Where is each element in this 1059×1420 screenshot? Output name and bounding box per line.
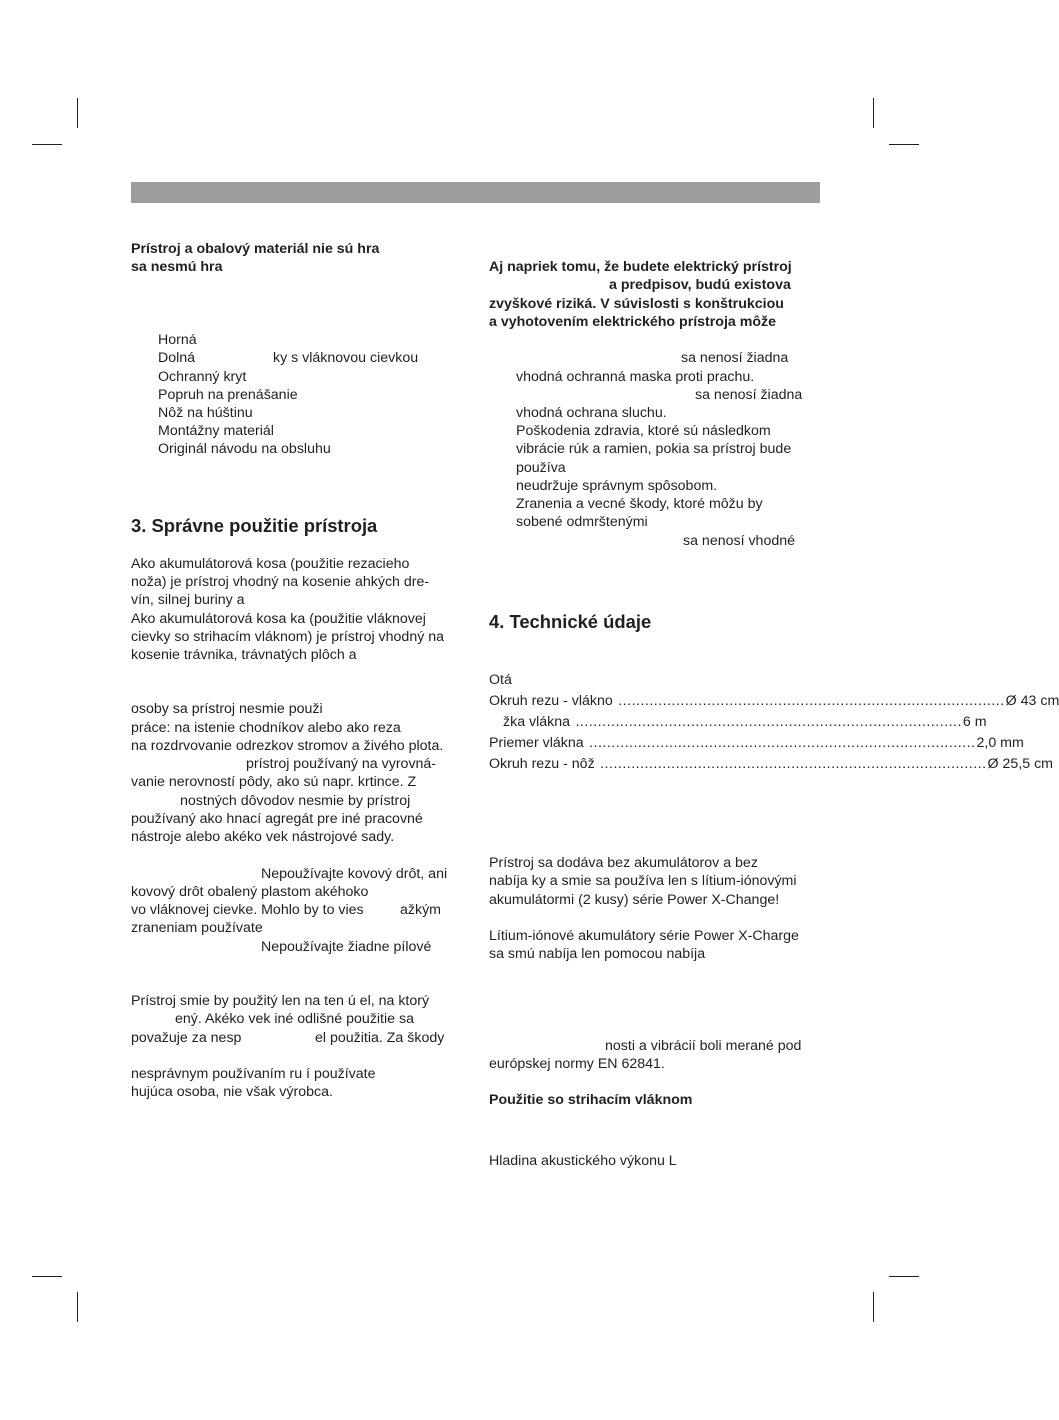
list-item-fragment: ky s vláknovou cievkou — [273, 350, 419, 366]
paragraph-line: nostných dôvodov nesmie by prístroj — [180, 793, 411, 809]
list-item: používa — [516, 460, 566, 476]
list-item: Horná — [158, 332, 197, 348]
paragraph-line: ený. Akéko vek iné odlišné použitie sa — [175, 1011, 414, 1027]
crop-mark-bottom-right-vertical — [873, 1292, 874, 1322]
list-item: Popruh na prenášanie — [158, 387, 298, 403]
paragraph-line: európskej normy EN 62841. — [489, 1056, 665, 1072]
paragraph-line: a vyhotovením elektrického prístroja môže — [489, 314, 776, 330]
section-4-heading: 4. Technické údaje — [489, 611, 652, 632]
paragraph-line: a predpisov, budú existova — [609, 277, 791, 293]
list-item: Zranenia a vecné škody, ktoré môžu by — [516, 496, 763, 512]
paragraph-line: Ako akumulátorová kosa (použitie rezacieho — [131, 556, 410, 572]
paragraph-line: sa smú nabíja len pomocou nabíja — [489, 946, 706, 962]
paragraph-line: vín, silnej buriny a — [131, 592, 245, 608]
safety-warning-line: sa nesmú hra — [131, 259, 223, 275]
crop-mark-bottom-left-vertical — [77, 1292, 78, 1322]
line-use-heading: Použitie so strihacím vláknom — [489, 1092, 693, 1108]
spec-label: Priemer vlákna — [489, 735, 584, 751]
sound-power-level: Hladina akustického výkonu L — [489, 1153, 677, 1169]
paragraph-line: nesprávnym používaním ru í používate — [131, 1066, 376, 1082]
paragraph-line: nástroje alebo akéko vek nástrojové sady. — [131, 829, 395, 845]
paragraph-line: osoby sa prístroj nesmie použi — [131, 701, 323, 717]
paragraph-line: cievky so strihacím vláknom) je prístroj vhodný na — [131, 629, 445, 645]
leader-dots: ....................................................................................... — [613, 693, 1005, 709]
list-item: Montážny materiál — [158, 423, 274, 439]
list-item: neudržuje správnym spôsobom. — [516, 478, 718, 494]
list-item: vhodná ochranná maska proti prachu. — [516, 369, 755, 385]
crop-mark-top-right-vertical — [873, 98, 874, 128]
crop-mark-bottom-right-horizontal — [889, 1276, 919, 1277]
paragraph-line: Prístroj sa dodáva bez akumulátorov a bez — [489, 855, 758, 871]
paragraph-line: Prístroj smie by použitý len na ten ú el, na ktorý — [131, 993, 430, 1009]
list-item: Nôž na húštinu — [158, 405, 253, 421]
paragraph-line-fragment: el použitia. Za škody — [315, 1030, 445, 1046]
spec-label: Okruh rezu - nôž — [489, 756, 595, 772]
paragraph-line: kovový drôt obalený plastom akéhoko — [131, 884, 369, 900]
list-item: Dolná — [158, 350, 196, 366]
list-item: Ochranný kryt — [158, 369, 247, 385]
spec-value: Ø 43 cm — [1005, 693, 1059, 709]
list-item: sobené odmrštenými — [516, 514, 648, 530]
paragraph-line: používaný ako hnací agregát pre iné pracovné — [131, 811, 423, 827]
paragraph-line: nosti a vibrácií boli merané pod — [605, 1038, 802, 1054]
paragraph-line: prístroj používaný na vyrovná- — [246, 756, 437, 772]
spec-value: 6 m — [962, 714, 987, 730]
paragraph-line: hujúca osoba, nie však výrobca. — [131, 1084, 333, 1100]
spec-heading: Otá — [489, 672, 512, 688]
paragraph-line: vo vláknovej cievke. Mohlo by to vies — [131, 902, 364, 918]
list-item: sa nenosí žiadna — [681, 350, 789, 366]
paragraph-line: Nepoužívajte žiadne pílové — [261, 939, 432, 955]
paragraph-line: považuje za nesp — [131, 1030, 242, 1046]
list-item: Originál návodu na obsluhu — [158, 441, 331, 457]
safety-warning-line: Prístroj a obalový materiál nie sú hra — [131, 241, 380, 257]
spec-value: 2,0 mm — [976, 735, 1024, 751]
crop-mark-top-right-horizontal — [889, 144, 919, 145]
header-bar — [131, 182, 820, 203]
paragraph-line: práce: na istenie chodníkov alebo ako reza — [131, 720, 401, 736]
crop-mark-top-left-horizontal — [32, 144, 62, 145]
paragraph-line: vanie nerovností pôdy, ako sú napr. krtince. Z — [131, 774, 417, 790]
list-item: sa nenosí vhodné — [683, 533, 796, 549]
crop-mark-bottom-left-horizontal — [32, 1276, 62, 1277]
list-item: sa nenosí žiadna — [695, 387, 803, 403]
list-item: vibrácie rúk a ramien, pokia sa prístroj bude — [516, 441, 792, 457]
list-item: vhodná ochrana sluchu. — [516, 405, 667, 421]
paragraph-line: zraneniam používate — [131, 920, 263, 936]
paragraph-line: zvyškové riziká. V súvislosti s konštrukciou — [489, 296, 784, 312]
paragraph-line: na rozdrvovanie odrezkov stromov a živého plota. — [131, 738, 444, 754]
spec-row — [489, 692, 1059, 710]
paragraph-line: Nepoužívajte kovový drôt, ani — [261, 866, 448, 882]
spec-row — [489, 755, 1053, 773]
spec-row — [489, 734, 1024, 752]
spec-label: Okruh rezu - vlákno — [489, 693, 613, 709]
spec-row — [489, 713, 987, 731]
leader-dots: ....................................................................................... — [595, 756, 987, 772]
leader-dots: ....................................................................................... — [584, 735, 976, 751]
paragraph-line: Lítium-iónové akumulátory série Power X-Charge — [489, 928, 799, 944]
paragraph-line: kosenie trávnika, trávnatých plôch a — [131, 647, 357, 663]
paragraph-line: akumulátormi (2 kusy) série Power X-Change! — [489, 892, 780, 908]
paragraph-line-fragment: ažkým — [400, 902, 441, 918]
spec-value: Ø 25,5 cm — [987, 756, 1053, 772]
paragraph-line: Aj napriek tomu, že budete elektrický prístroj — [489, 259, 792, 275]
paragraph-line: nabíja ky a smie sa používa len s lítium-iónovými — [489, 873, 797, 889]
section-3-heading: 3. Správne použitie prístroja — [131, 515, 378, 536]
spec-label: žka vlákna — [503, 714, 571, 730]
crop-mark-top-left-vertical — [77, 98, 78, 128]
list-item: Poškodenia zdravia, ktoré sú následkom — [516, 423, 771, 439]
leader-dots: ....................................................................................... — [571, 714, 962, 730]
paragraph-line: Ako akumulátorová kosa ka (použitie vláknovej — [131, 611, 426, 627]
paragraph-line: noža) je prístroj vhodný na kosenie ahkých dre- — [131, 574, 430, 590]
